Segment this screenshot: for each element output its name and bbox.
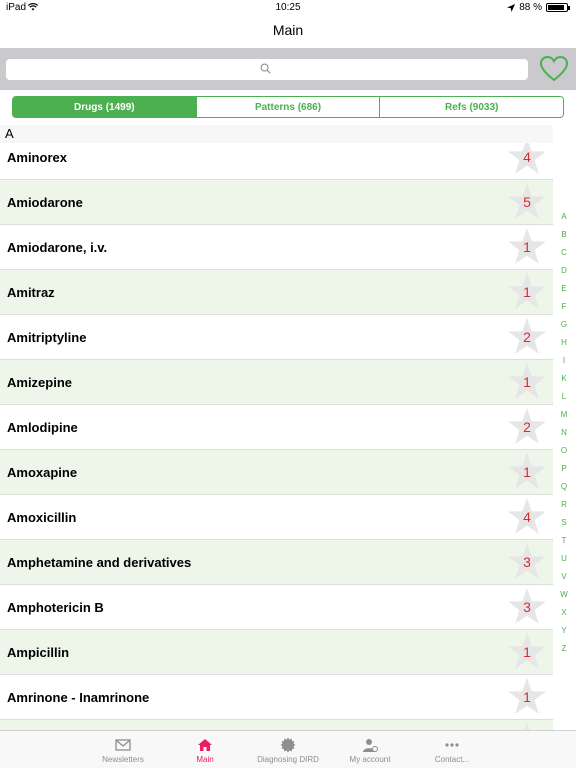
- reference-count: 4: [523, 149, 531, 165]
- index-letter[interactable]: Y: [561, 626, 567, 635]
- battery-icon: [546, 3, 568, 12]
- location-icon: [507, 4, 515, 12]
- gear-badge-icon: [280, 737, 296, 753]
- tab-my-account[interactable]: [330, 731, 410, 768]
- index-letter[interactable]: Z: [561, 644, 567, 653]
- list-item[interactable]: [0, 720, 553, 730]
- carrier-label: iPad: [6, 2, 27, 13]
- more-icon: [444, 737, 460, 753]
- segment-refs[interactable]: Refs (9033): [380, 97, 563, 117]
- index-letter[interactable]: V: [561, 572, 567, 581]
- list-item[interactable]: [0, 495, 553, 540]
- drug-name: Ampicillin: [7, 645, 70, 660]
- segment-patterns[interactable]: Patterns (686): [197, 97, 381, 117]
- index-letter[interactable]: E: [561, 284, 567, 293]
- favorites-heart-icon[interactable]: [540, 55, 568, 83]
- status-bar: [0, 0, 576, 16]
- list-item[interactable]: [0, 225, 553, 270]
- tab-label: Newsletters: [102, 755, 144, 764]
- index-letter[interactable]: K: [561, 374, 567, 383]
- drug-list[interactable]: [0, 135, 553, 730]
- index-letter[interactable]: T: [561, 536, 567, 545]
- index-letter[interactable]: R: [561, 500, 567, 509]
- reference-count: 1: [523, 464, 531, 480]
- segment-drugs[interactable]: Drugs (1499): [13, 97, 197, 117]
- index-letter[interactable]: P: [561, 464, 567, 473]
- segmented-control: [12, 96, 564, 118]
- index-letter[interactable]: F: [561, 302, 567, 311]
- index-letter[interactable]: I: [562, 356, 566, 365]
- index-letter[interactable]: D: [561, 266, 567, 275]
- drug-name: Amitriptyline: [7, 330, 87, 345]
- list-item[interactable]: [0, 360, 553, 405]
- index-letter[interactable]: Q: [560, 482, 568, 491]
- list-item[interactable]: [0, 675, 553, 720]
- index-letter[interactable]: B: [561, 230, 567, 239]
- search-bar: [0, 48, 576, 90]
- reference-count: 4: [523, 509, 531, 525]
- index-letter[interactable]: O: [560, 446, 568, 455]
- reference-count: 1: [523, 239, 531, 255]
- drug-name: Aminorex: [7, 150, 67, 165]
- reference-count: 3: [523, 554, 531, 570]
- tab-newsletters[interactable]: [83, 731, 163, 768]
- list-item[interactable]: [0, 540, 553, 585]
- tab-main[interactable]: [165, 731, 245, 768]
- drug-name: Amrinone - Inamrinone: [7, 690, 150, 705]
- list-item[interactable]: [0, 585, 553, 630]
- index-letter[interactable]: U: [561, 554, 567, 563]
- index-letter[interactable]: N: [561, 428, 567, 437]
- reference-count: 1: [523, 644, 531, 660]
- index-letter[interactable]: G: [560, 320, 568, 329]
- tab-diagnosing-dird[interactable]: [248, 731, 328, 768]
- drug-name: Amiodarone: [7, 195, 83, 210]
- index-letter[interactable]: M: [560, 410, 568, 419]
- index-letter[interactable]: H: [561, 338, 567, 347]
- tab-contact[interactable]: [412, 731, 492, 768]
- list-item[interactable]: [0, 270, 553, 315]
- list-item[interactable]: [0, 450, 553, 495]
- index-letter[interactable]: L: [561, 392, 567, 401]
- search-input[interactable]: [6, 59, 528, 80]
- list-item[interactable]: [0, 315, 553, 360]
- index-letter[interactable]: A: [561, 212, 567, 221]
- battery-percent: 88 %: [519, 2, 542, 13]
- drug-name: Amoxicillin: [7, 510, 77, 525]
- user-icon: [362, 737, 378, 753]
- reference-count: 1: [523, 284, 531, 300]
- drug-name: Amphetamine and derivatives: [7, 555, 192, 570]
- clock: 10:25: [275, 2, 301, 13]
- tab-label: My account: [349, 755, 391, 764]
- drug-name: Amizepine: [7, 375, 73, 390]
- tab-bar: [0, 730, 576, 768]
- search-icon: [260, 63, 271, 74]
- list-item[interactable]: [0, 180, 553, 225]
- section-header: A: [0, 125, 553, 143]
- index-letter[interactable]: S: [561, 518, 567, 527]
- reference-count: 3: [523, 599, 531, 615]
- list-item[interactable]: [0, 630, 553, 675]
- page-title: Main: [272, 22, 304, 38]
- reference-count: 2: [523, 329, 531, 345]
- index-letter[interactable]: W: [560, 590, 568, 599]
- list-item[interactable]: [0, 405, 553, 450]
- drug-name: Amiodarone, i.v.: [7, 240, 108, 255]
- alphabet-index[interactable]: [556, 208, 572, 658]
- reference-count: 5: [523, 194, 531, 210]
- drug-name: Amitraz: [7, 285, 55, 300]
- drug-name: Amoxapine: [7, 465, 78, 480]
- reference-count: 1: [523, 374, 531, 390]
- index-letter[interactable]: X: [561, 608, 567, 617]
- reference-count: 1: [523, 689, 531, 705]
- star-icon: [507, 722, 547, 730]
- battery-fill: [548, 5, 564, 10]
- tab-label: Diagnosing DIRD: [257, 755, 319, 764]
- tab-label: Contact...: [434, 755, 470, 764]
- envelope-icon: [115, 737, 131, 753]
- home-icon: [197, 737, 213, 753]
- drug-name: Amphotericin B: [7, 600, 104, 615]
- tab-label: Main: [196, 755, 214, 764]
- index-letter[interactable]: C: [561, 248, 567, 257]
- drug-name: Amlodipine: [7, 420, 78, 435]
- reference-count: 2: [523, 419, 531, 435]
